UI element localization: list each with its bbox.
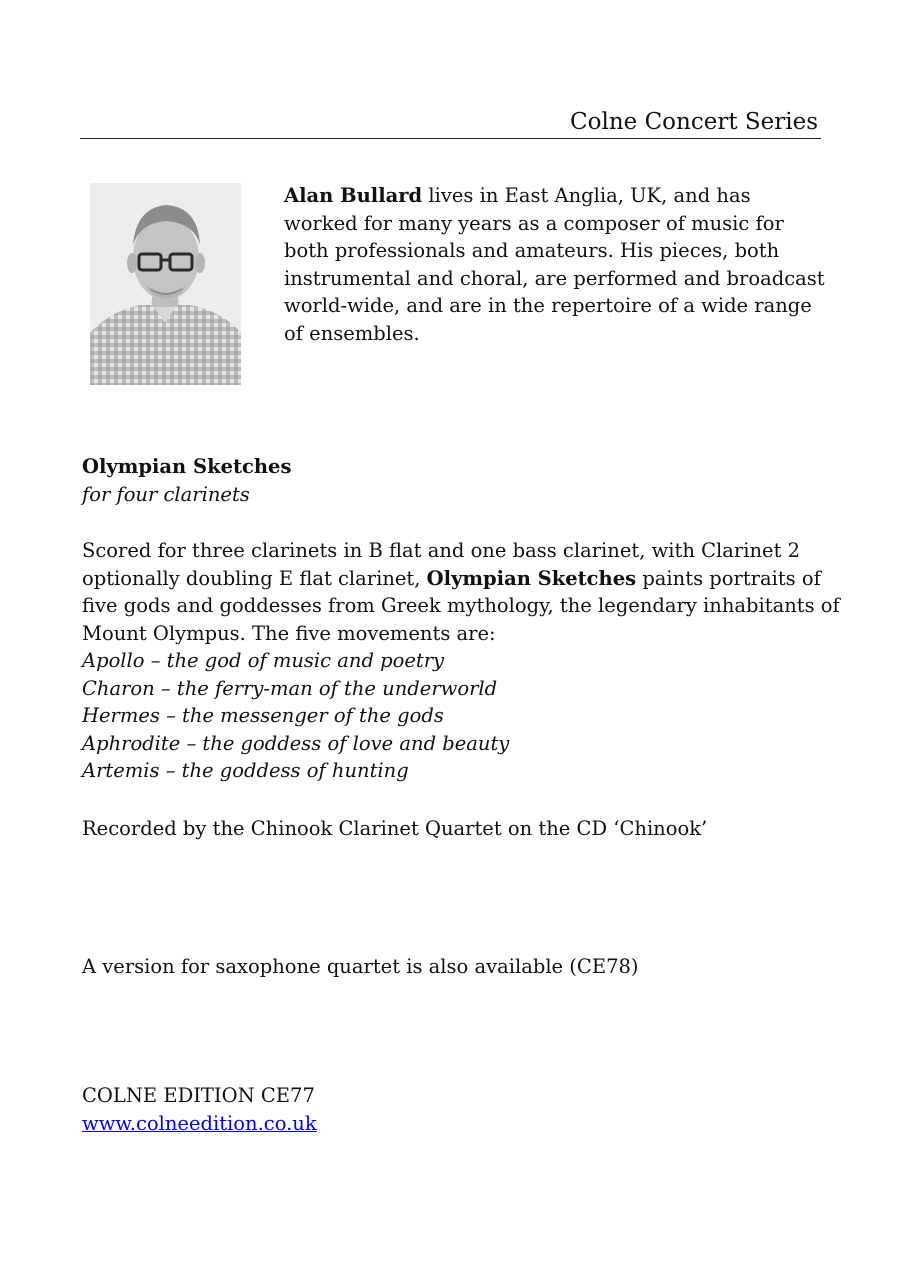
composer-bio-text: lives in East Anglia, UK, and has worked for many years as a composer of music for both professionals and amateurs. His pieces, both instrumental and choral, are performed and broadcast world-wide, and are in the repertoire of a wide range of ensembles. bbox=[284, 184, 825, 345]
work-subtitle: for four clarinets bbox=[82, 483, 250, 506]
recording-note: Recorded by the Chinook Clarinet Quartet on the CD ‘Chinook’ bbox=[82, 817, 708, 840]
alternate-version-note: A version for saxophone quartet is also available (CE78) bbox=[82, 955, 639, 978]
work-description bbox=[82, 537, 840, 647]
movement-item: Charon – the ferry-man of the underworld bbox=[82, 676, 498, 700]
composer-bio bbox=[284, 182, 829, 347]
website-link[interactable]: www.colneedition.co.uk bbox=[82, 1112, 317, 1135]
movement-item: Artemis – the goddess of hunting bbox=[82, 759, 409, 782]
movement-item: Aphrodite – the goddess of love and beauty bbox=[82, 731, 510, 755]
movement-item: Hermes – the messenger of the gods bbox=[82, 704, 444, 727]
description-line: five gods and goddesses from Greek mythology, the legendary inhabitants of bbox=[82, 594, 840, 617]
movement-item: Apollo – the god of music and poetry bbox=[82, 649, 445, 672]
description-line: Mount Olympus. The five movements are: bbox=[82, 621, 496, 645]
composer-portrait-image bbox=[90, 183, 241, 385]
edition-number: COLNE EDITION CE77 bbox=[82, 1084, 315, 1107]
composer-photo bbox=[90, 183, 241, 385]
description-line: optionally doubling E flat clarinet, Olympian Sketches paints portraits of bbox=[82, 566, 821, 590]
header-divider bbox=[80, 138, 821, 139]
work-title: Olympian Sketches bbox=[82, 455, 292, 478]
work-title-inline: Olympian Sketches bbox=[426, 566, 637, 590]
series-title: Colne Concert Series bbox=[570, 109, 818, 135]
description-line: Scored for three clarinets in B flat and one bass clarinet, with Clarinet 2 bbox=[82, 539, 801, 562]
movement-list bbox=[82, 647, 509, 785]
composer-name: Alan Bullard bbox=[284, 184, 423, 207]
